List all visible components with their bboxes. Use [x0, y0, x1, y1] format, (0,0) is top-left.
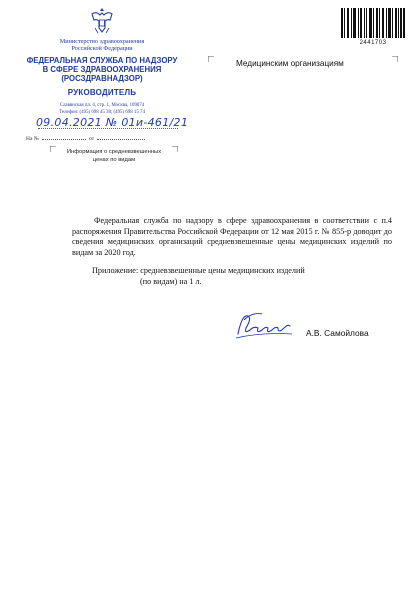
addressee: Медицинским организациям — [236, 59, 344, 68]
ministry-line-1: Министерство здравоохранения — [59, 38, 145, 45]
appendix-line-2: (по видам) на 1 л. — [140, 276, 202, 286]
barcode-number: 2441703 — [359, 40, 387, 46]
ot-label: от — [89, 136, 95, 142]
head-title: РУКОВОДИТЕЛЬ — [67, 88, 137, 97]
signer-name: А.В. Самойлова — [306, 328, 369, 338]
ministry-name — [20, 38, 184, 53]
date-number-underline — [38, 128, 178, 129]
ot-blank — [97, 139, 145, 140]
subject-line-2: ценах по видам — [92, 156, 136, 163]
handwritten-signature — [232, 306, 296, 342]
handwritten-date-number: 09.04.2021 № 01и-461/21 — [36, 116, 189, 129]
reference-line — [26, 136, 145, 142]
appendix-note — [92, 266, 332, 287]
na-blank — [42, 139, 86, 140]
agency-line-1: ФЕДЕРАЛЬНАЯ СЛУЖБА ПО НАДЗОРУ — [26, 56, 178, 65]
address-line-1: Славянская пл. 4, стр. 1, Москва, 109074 — [59, 103, 145, 108]
subject-text — [50, 149, 178, 164]
agency-address — [20, 102, 184, 116]
na-label: На № — [26, 136, 40, 142]
appendix-line-1: Приложение: средневзвешенные цены медицинских изделий — [92, 266, 305, 275]
ministry-line-2: Российской Федерации — [71, 45, 133, 53]
body-paragraph: Федеральная служба по надзору в сфере здравоохранения в соответствии с п.4 распоряжения Правительства Российской Федерации от 12 мая 2015 г. № 855-р доводит до сведения медицинских организаций средневзвешенные цены медицинских изделий по видам за 2020 год. — [72, 216, 392, 257]
coat-of-arms-emblem — [89, 6, 115, 36]
address-line-2: Телефон: (495) 698 45 38; (495) 698 15 74 — [59, 110, 145, 115]
barcode — [341, 8, 405, 38]
agency-name — [20, 56, 184, 83]
agency-line-3: (РОСЗДРАВНАДЗОР) — [61, 74, 143, 83]
agency-line-2: В СФЕРЕ ЗДРАВООХРАНЕНИЯ — [42, 65, 162, 74]
subject-line-1: Информация о средневзвешенных — [66, 149, 162, 155]
